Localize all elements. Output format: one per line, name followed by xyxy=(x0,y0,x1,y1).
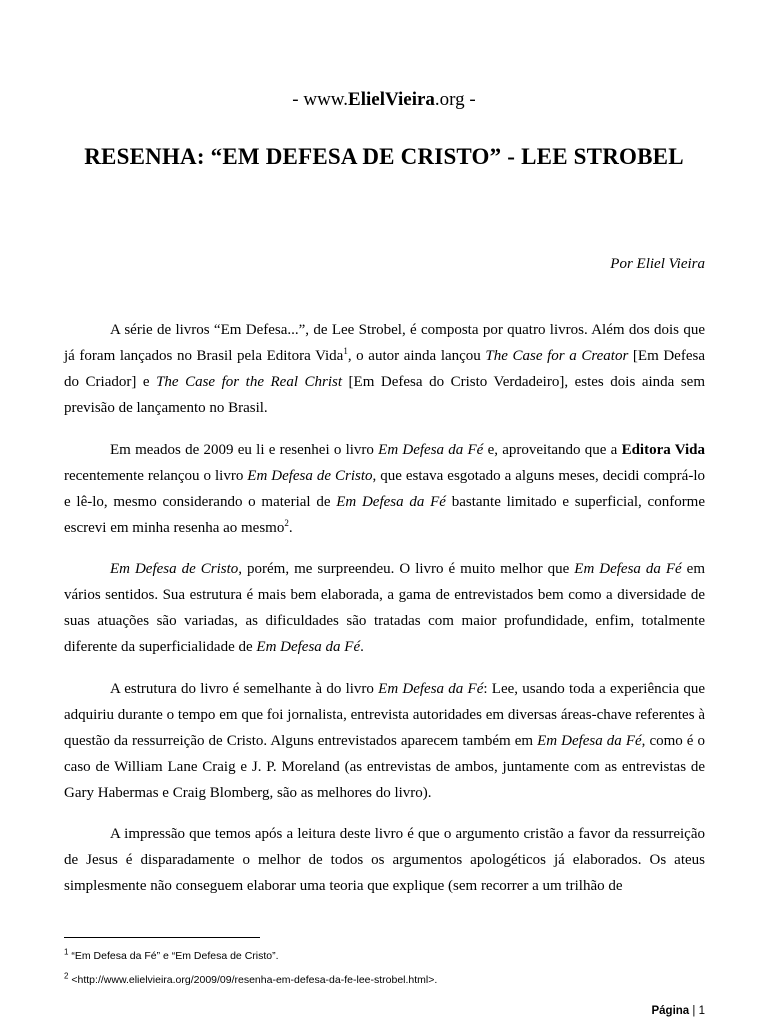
book-title: Em Defesa de Cristo xyxy=(110,561,239,577)
site-suffix: .org - xyxy=(434,89,476,110)
book-title: Em Defesa da Fé xyxy=(378,441,484,458)
text-run: A série de livros “Em Defesa...”, de Lee Strobel, é composta por quatro livros. Além dos dois que já foram lançados no Brasil pela Editora Vida xyxy=(64,322,705,364)
book-title: The Case for the Real Christ xyxy=(156,374,343,390)
document-body xyxy=(64,317,705,915)
paragraph-3 xyxy=(64,556,705,660)
book-title: Em Defesa da Fé xyxy=(537,732,642,749)
text-run: , como é o caso de William Lane Craig e J. P. Moreland (as entrevistas de ambos, juntamente com as entrevistas de Gary Habermas e Craig Blomberg, são as melhores do livro). xyxy=(64,732,706,801)
footnote-2 xyxy=(64,968,705,992)
book-title: Em Defesa da Fé xyxy=(256,639,361,655)
text-run: A impressão que temos após a leitura deste livro é que o argumento cristão a favor da ressurreição de Jesus é disparadamente o melhor de todos os argumentos apologéticos já elaborados. Os ateus simplesmente não conseguem elaborar uma teoria que explique (sem recorrer a um trilhão de xyxy=(64,826,705,894)
footnote-ref-1: 1 xyxy=(343,346,348,356)
text-run: [Em Defesa do Criador] e xyxy=(64,348,705,390)
page-separator: | xyxy=(689,1005,699,1017)
book-title: Em Defesa da Fé xyxy=(574,561,682,577)
text-run: A estrutura do livro é semelhante à do livro xyxy=(110,680,379,697)
paragraph-1 xyxy=(64,317,705,421)
document-title: RESENHA: “EM DEFESA DE CRISTO” - LEE STROBEL xyxy=(84,144,684,169)
book-title: The Case for a Creator xyxy=(485,348,629,364)
text-run: : Lee, usando toda a experiência que adquiriu durante o tempo em que foi jornalista, entrevista autoridades em diversas áreas-chave referentes à questão da ressurreição de Cristo. Alguns entrevistados aparecem também em xyxy=(64,680,706,749)
text-run: , o autor ainda lançou xyxy=(347,348,486,364)
publisher-name: Editora Vida xyxy=(621,441,705,458)
book-title: Em Defesa de Cristo xyxy=(247,467,373,484)
text-run: bastante limitado e superficial, conforme escrevi em minha resenha ao mesmo xyxy=(64,493,706,536)
book-title: Em Defesa da Fé xyxy=(378,680,484,697)
page-label: Página xyxy=(651,1005,690,1017)
text-run: recentemente relançou o livro xyxy=(64,467,248,484)
page-value: 1 xyxy=(698,1005,705,1017)
text-run: [Em Defesa do Cristo Verdadeiro], estes dois ainda sem previsão de lançamento no Brasil. xyxy=(64,374,705,416)
footnote-number: 2 xyxy=(64,971,69,981)
footnote-ref-2: 2 xyxy=(284,517,289,528)
footnote-1 xyxy=(64,944,705,968)
footnote-text: “Em Defesa da Fé” e “Em Defesa de Cristo”. xyxy=(71,950,279,962)
site-name: ElielVieira xyxy=(348,89,435,110)
text-run: . xyxy=(288,519,293,536)
paragraph-5 xyxy=(64,821,705,899)
text-run: em vários sentidos. Sua estrutura é mais bem elaborada, a gama de entrevistados bem como a diversidade de suas atuações são variadas, as dificuldades são tratadas com maior profundidade, enfim, totalmente diferente da superficialidade de xyxy=(64,561,706,655)
footnote-separator xyxy=(64,937,260,938)
site-header xyxy=(0,88,768,112)
site-prefix: - www. xyxy=(292,89,349,110)
paragraph-4 xyxy=(64,676,705,806)
footnote-number: 1 xyxy=(64,947,69,957)
text-run: Em meados de 2009 eu li e resenhei o livro xyxy=(110,441,379,458)
text-run: , que estava esgotado a alguns meses, decidi comprá-lo e lê-lo, mesmo considerando o material de xyxy=(64,467,705,510)
text-run: , porém, me surpreendeu. O livro é muito melhor que xyxy=(238,561,575,577)
footnote-link[interactable]: <http://www.elielvieira.org/2009/09/resenha-em-defesa-da-fe-lee-strobel.html>. xyxy=(71,974,438,986)
footnotes xyxy=(64,944,705,992)
text-run: e, aproveitando que a xyxy=(483,441,622,458)
paragraph-2 xyxy=(64,437,705,541)
text-run: . xyxy=(360,639,364,655)
page-number xyxy=(651,1003,705,1019)
book-title: Em Defesa da Fé xyxy=(336,493,446,510)
byline: Por Eliel Vieira xyxy=(610,256,705,272)
